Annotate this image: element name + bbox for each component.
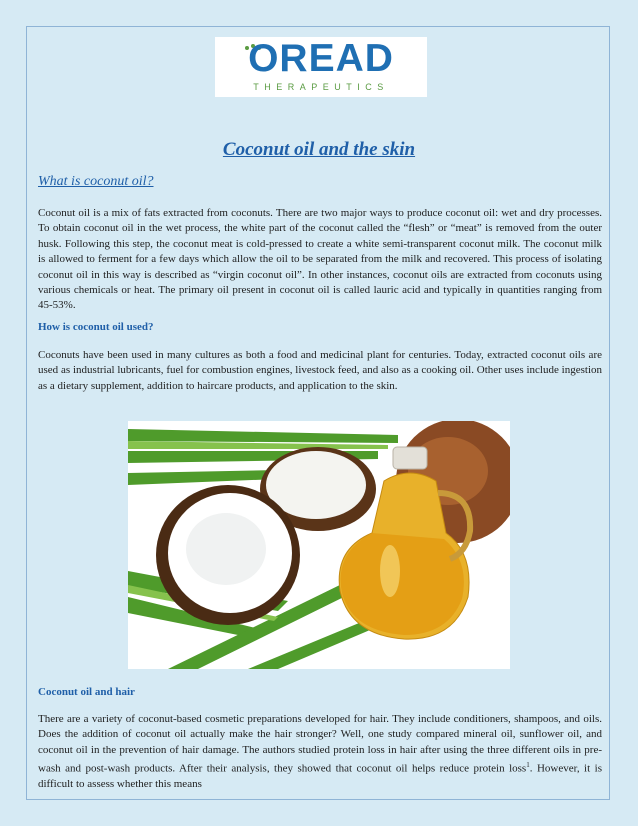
section-heading-hair: Coconut oil and hair [38,686,135,698]
paragraph-how-used: Coconuts have been used in many cultures as both a food and medicinal plant for centuries. Today, extracted coconut oils are used as industrial lubricants, fuel for combustion engines, livestock feed, and also as a cooking oil. Other uses include ingestion as a dietary supplement, addition to haircare products, and application to the skin. [38,349,602,392]
paragraph-what-is: Coconut oil is a mix of fats extracted from coconuts. There are two major ways to produce coconut oil: wet and dry processes. To obtain coconut oil in the wet process, the white part of the coconut called the “flesh” or “meat” is removed from the outer husk. Following this step, the coconut meat is cold-pressed to create a white semi-transparent coconut milk. The coconut milk is allowed to ferment for a few days which allow the oil to be separated from the milk and recovered. This process of isolating coconut oil in this way is described as “virgin coconut oil”. In other instances, coconut oils are extracted from coconuts using various chemicals or heat. The primary oil present in coconut oil is called lauric acid and typically in quantities ranging from 45-53%. [38,207,602,312]
section-heading-what-is: What is coconut oil? [38,174,154,189]
logo-subtitle: THERAPEUTICS [253,82,389,92]
oread-logo [215,37,427,97]
paragraph-hair-end: . However, it is difficult to assess whether this means [38,762,602,791]
section-heading-how-used: How is coconut oil used? [38,321,154,333]
footnote-marker[interactable]: 1 [526,761,530,770]
logo-wordmark: OREAD [248,37,394,80]
page-title: Coconut oil and the skin [222,139,416,160]
paragraph-hair [38,712,602,793]
coconut-oil-photo [128,421,510,669]
paragraph-hair-text: There are a variety of coconut-based cosmetic preparations developed for hair. They include conditioners, shampoos, and oils. Does the addition of coconut oil actually make the hair stronger? Well, one study compared mineral oil, sunflower oil, and coconut oil in the prevention of hair damage. The authors studied protein loss in hair after using the three different oils in pre-wash and post-wash products. After their analysis, they showed that coconut oil helps reduce protein loss [38,713,602,775]
